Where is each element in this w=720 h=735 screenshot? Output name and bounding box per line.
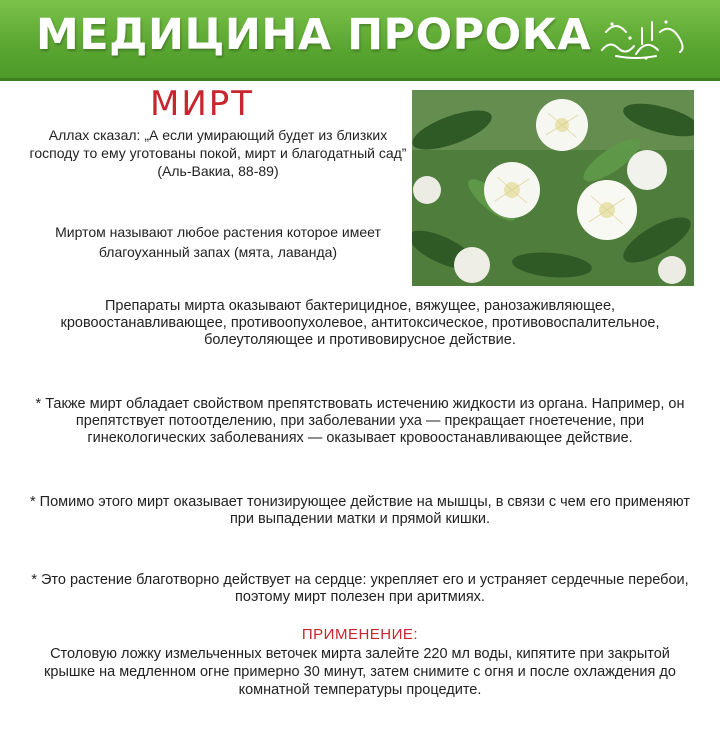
paragraph-heart: * Это растение благотворно действует на сердце: укрепляет его и устраняет сердечные перебои, поэтому мирт полезен при аритмиях. [31,572,689,605]
arabic-calligraphy-icon [596,10,686,62]
paragraph-fluid-retention: * Также мирт обладает свойством препятствовать истечению жидкости из органа. Например, он препятствует потоотделению, при заболевании уха — прекращает гноетечение, при гинекологических заболеваниях — оказывает кровоостанавливающее действие. [35,396,685,446]
quran-quote: Аллах сказал: „А если умирающий будет из близких господу то ему уготованы покой, мирт и благодатный сад” (Аль-Вакиа, 88-89) [29,127,407,179]
article-title: МИРТ [150,84,255,124]
usage-heading: ПРИМЕНЕНИЕ: [301,626,419,643]
myrtle-definition: Миртом называют любое растения которое имеет благоуханный запах (мята, лаванда) [55,224,381,260]
paragraph-muscle-tone: * Помимо этого мирт оказывает тонизирующее действие на мышцы, в связи с чем его применяют при выпадении матки и прямой кишки. [30,494,690,527]
myrtle-flowers-photo [412,90,694,286]
paragraph-properties: Препараты мирта оказывают бактерицидное, вяжущее, ранозаживляющее, кровоостанавливающее, противоопухолевое, антитоксическое, противовоспалительное, болеутоляющее и противовирусное действие. [60,298,660,348]
usage-text: Столовую ложку измельченных веточек мирта залейте 220 мл воды, кипятите при закрытой крышке на медленном огне примерно 30 минут, затем снимите с огня и после охлаждения до комнатной температуры процедите. [44,646,676,698]
banner-title: МЕДИЦИНА ПРОРОКА [36,10,592,60]
header-banner [0,0,720,81]
